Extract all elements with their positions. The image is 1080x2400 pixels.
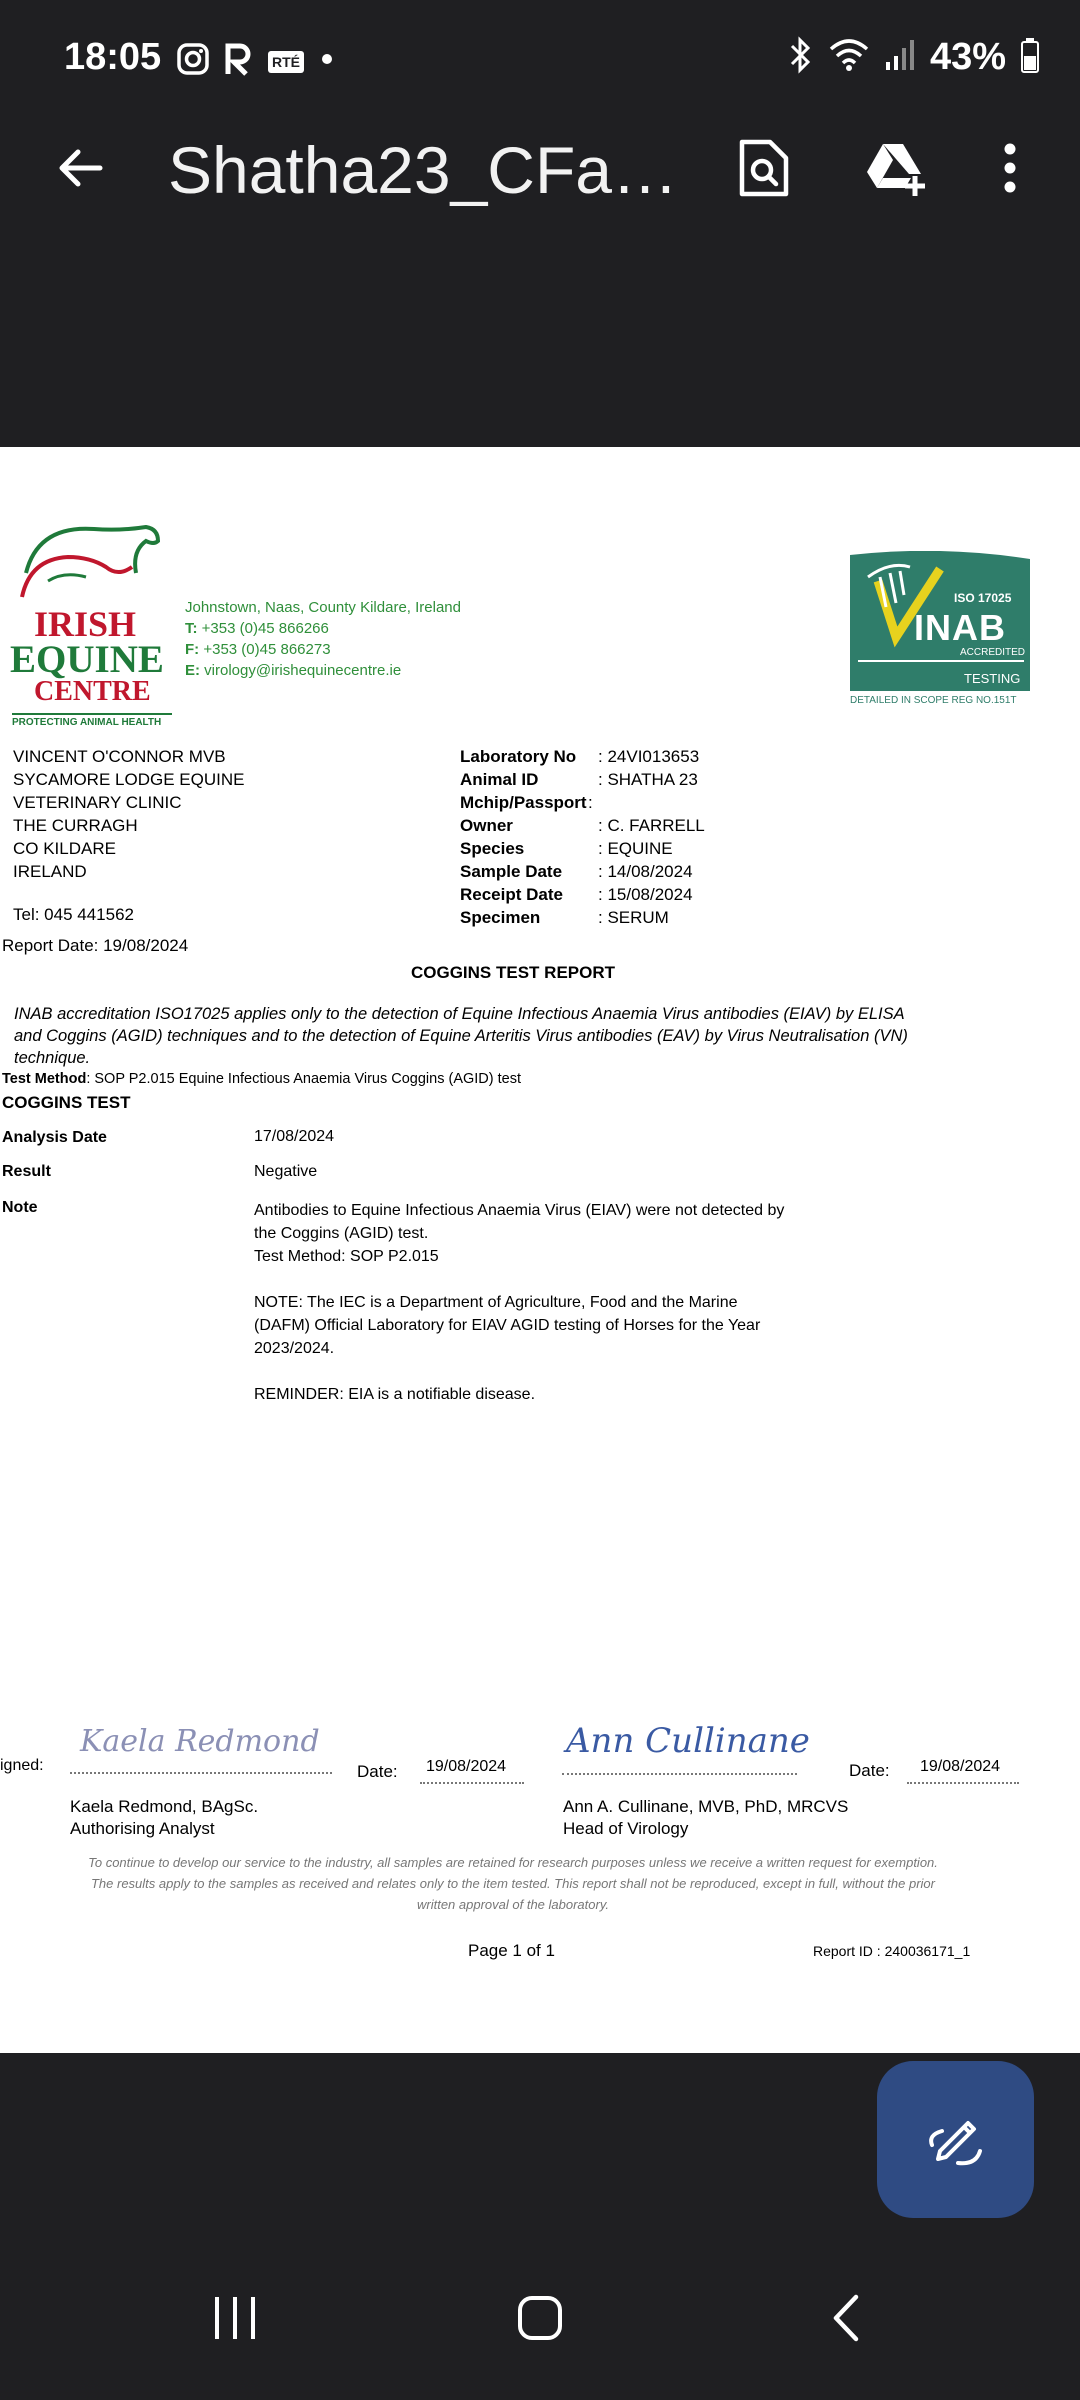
- system-icons: [788, 36, 1040, 79]
- recent-apps-button[interactable]: [190, 2280, 280, 2360]
- accreditation-statement: INAB accreditation ISO17025 applies only to the detection of Equine Infectious Anaemia Virus antibodies (EIAV) by ELISA and Coggins (AGID) techniques and to the detection of Equine Arteritis Virus antibodies (EAV) by Virus Neutralisation (VN) technique.: [14, 1005, 908, 1067]
- signatory2-name: Ann A. Cullinane, MVB, PhD, MRCVS Head of Virology: [563, 1797, 849, 1838]
- document-page: [0, 447, 1080, 2053]
- analysis-date-label: Analysis Date: [2, 1129, 107, 1146]
- signatory2-date: 19/08/2024: [920, 1758, 1001, 1775]
- signature-2: Ann Cullinane: [562, 1717, 797, 1777]
- report-id: Report ID : 240036171_1: [813, 1943, 971, 1959]
- inab-scope: DETAILED IN SCOPE REG NO.151T: [850, 695, 1017, 706]
- recipient-address: VINCENT O'CONNOR MVB SYCAMORE LODGE EQUINE VETERINARY CLINIC THE CURRAGH CO KILDARE IRELAND: [13, 747, 245, 881]
- logo-line3: CENTRE: [34, 676, 151, 707]
- inab-testing: TESTING: [964, 671, 1021, 686]
- home-icon: [516, 2294, 564, 2347]
- signatory1-date-label: Date:: [357, 1762, 398, 1781]
- detail-row: Animal ID : SHATHA 23: [460, 770, 698, 789]
- edit-fab-button[interactable]: [877, 2061, 1034, 2218]
- notification-icons: [176, 42, 336, 81]
- disclaimer: To continue to develop our service to the industry, all samples are retained for research purposes unless we receive a written request for exemption. The results apply to the samples as received and relates only to the item tested. This report shall not be reproduced, except in full, without the prior written approval of the laboratory.: [88, 1855, 938, 1912]
- status-bar: [0, 0, 1080, 120]
- inab-accredited: ACCREDITED: [960, 647, 1026, 658]
- document-title: Shatha23_CFa…: [168, 133, 678, 207]
- note-label: Note: [2, 1199, 38, 1216]
- signatory2-date-label: Date:: [849, 1761, 890, 1780]
- more-vert-icon: [1003, 142, 1017, 199]
- result-label: Result: [2, 1163, 51, 1180]
- nav-back-button[interactable]: [800, 2280, 890, 2360]
- back-button[interactable]: [44, 134, 116, 206]
- page-number: Page 1 of 1: [468, 1941, 555, 1960]
- instagram-icon: [176, 42, 210, 81]
- detail-row: Mchip/Passport :: [460, 793, 593, 812]
- report-title: COGGINS TEST REPORT: [410, 963, 616, 982]
- irish-equine-centre-logo: [8, 511, 168, 728]
- navigation-bar: [0, 2250, 1080, 2400]
- logo-line2: EQUINE: [10, 638, 164, 681]
- more-options-button[interactable]: [980, 130, 1040, 210]
- report-date: Report Date: 19/08/2024: [2, 936, 189, 955]
- contact-block: [185, 597, 461, 681]
- app-bar: [0, 120, 1080, 330]
- logo-tagline: PROTECTING ANIMAL HEALTH: [12, 713, 172, 728]
- edit-pen-icon: [924, 2105, 988, 2174]
- detail-row: Sample Date : 14/08/2024: [460, 862, 693, 881]
- bluetooth-icon: [788, 36, 814, 79]
- contact-address: Johnstown, Naas, County Kildare, Ireland: [185, 599, 461, 616]
- contact-fax: F: +353 (0)45 866273: [185, 641, 331, 658]
- note-text: Antibodies to Equine Infectious Anaemia Virus (EIAV) were not detected by the Coggins (AGID) test. Test Method: SOP P2.015 NOTE: The IEC is a Department of Agriculture, Food and the Marine (DAFM) Official Laboratory for EIAV AGID testing of Horses for the Year 2023/2024. REMINDER: EIA is a notifiable disease.: [254, 1202, 785, 1403]
- inab-iso: ISO 17025: [954, 591, 1012, 605]
- signature-1: Kaela Redmond: [70, 1722, 332, 1782]
- wifi-icon: [828, 37, 870, 78]
- status-time: 18:05: [64, 36, 162, 78]
- battery-icon: [1020, 37, 1040, 78]
- sample-details: [460, 745, 705, 929]
- rte-icon: RTÉ: [268, 51, 304, 73]
- detail-row: Owner : C. FARRELL: [460, 816, 705, 835]
- signed-label: igned:: [0, 1757, 44, 1774]
- signatory1-name: Kaela Redmond, BAgSc. Authorising Analyst: [70, 1797, 259, 1838]
- contact-email: E: virology@irishequinecentre.ie: [185, 662, 402, 679]
- detail-row: Laboratory No : 24VI013653: [460, 747, 700, 766]
- battery-percent: 43%: [929, 36, 1006, 78]
- recent-apps-icon: [213, 2295, 257, 2346]
- analysis-date-value: 17/08/2024: [254, 1128, 335, 1145]
- arrow-left-icon: [54, 142, 106, 199]
- logo-line1: IRISH: [34, 604, 137, 644]
- section-title: COGGINS TEST: [2, 1093, 131, 1112]
- back-icon: [830, 2293, 860, 2348]
- signatory1-date: 19/08/2024: [426, 1758, 507, 1775]
- recipient-tel: Tel: 045 441562: [13, 905, 134, 924]
- add-to-drive-button[interactable]: [858, 130, 938, 210]
- inab-badge: [850, 551, 1032, 707]
- detail-row: Specimen : SERUM: [460, 908, 669, 927]
- detail-row: Receipt Date : 15/08/2024: [460, 885, 693, 904]
- search-document-icon: [738, 138, 790, 203]
- home-button[interactable]: [495, 2280, 585, 2360]
- horse-logo-icon: [8, 511, 168, 601]
- search-document-button[interactable]: [724, 130, 804, 210]
- test-method: Test Method: SOP P2.015 Equine Infectious Anaemia Virus Coggins (AGID) test: [2, 1071, 522, 1087]
- detail-row: Species : EQUINE: [460, 839, 673, 858]
- contact-phone: T: +353 (0)45 866266: [185, 620, 329, 637]
- dot-icon: [318, 50, 336, 73]
- inab-brand: INAB: [914, 607, 1006, 648]
- r-app-icon: [224, 42, 254, 81]
- drive-add-icon: [865, 140, 931, 201]
- signal-icon: [884, 38, 916, 77]
- result-value: Negative: [254, 1163, 318, 1180]
